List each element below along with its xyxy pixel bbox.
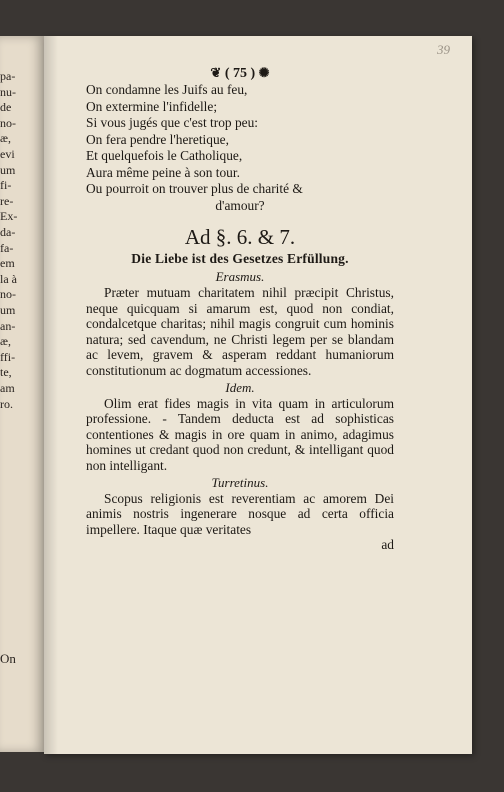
- german-subheading: Die Liebe ist des Gesetzes Erfüllung.: [131, 251, 349, 266]
- verse-line: Et quelquefois le Catholique,: [86, 148, 243, 163]
- author-name: Turretinus.: [211, 474, 269, 490]
- verse-line: Aura même peine à son tour.: [86, 164, 240, 180]
- gutter-shadow: [44, 36, 58, 754]
- left-page-fragment: æ,: [0, 131, 12, 146]
- page-content: [86, 64, 394, 553]
- left-page-fragment: æ,: [0, 334, 12, 349]
- french-verse: [86, 82, 394, 214]
- left-page-fragment: ro.: [0, 396, 13, 411]
- quote-paragraph: [86, 491, 394, 538]
- section-heading: Ad §. 6. & 7.: [184, 225, 296, 249]
- catchword: ad: [381, 537, 394, 553]
- quote-paragraph: [86, 396, 394, 474]
- quote-paragraph: [86, 285, 394, 379]
- running-header: [86, 64, 394, 82]
- left-page-fragment: re-: [0, 193, 14, 208]
- left-page-fragment: no-: [0, 287, 16, 302]
- left-page-fragment: de: [0, 100, 12, 115]
- left-page-fragment: um: [0, 162, 16, 177]
- left-page-fragment: fi-: [0, 178, 12, 193]
- left-page-fragment: fa-: [0, 240, 14, 255]
- quote-text: Olim erat fides magis in vita quam in articulorum professione. - Tandem deducta est ad sophisticas contentiones & magis in ore quam in animo, adagimus homines ut credant quod non credunt, & intelligant quod non intelligant.: [86, 395, 394, 473]
- left-page-fragment: ffi-: [0, 349, 16, 364]
- left-page-fragment: um: [0, 303, 16, 317]
- verse-line: Si vous jugés que c'est trop peu:: [86, 115, 259, 130]
- left-page-fragment: no-: [0, 115, 16, 130]
- left-page-fragment: Ex-: [0, 209, 18, 224]
- quote-text: Scopus religionis est reverentiam ac amorem Dei animis nostris ingenerare nosque ad certa officia impellere. Itaque quæ veritates: [86, 490, 394, 537]
- left-page: [0, 36, 44, 752]
- left-page-fragment: am: [0, 381, 15, 395]
- left-page-fragment: da-: [0, 225, 16, 239]
- left-page-fragment: em: [0, 256, 15, 271]
- ornament-right-icon: ✺: [258, 65, 270, 80]
- pencil-page-number: 39: [437, 42, 450, 57]
- page-number: ( 75 ): [224, 66, 256, 81]
- left-page-fragment: pa-: [0, 69, 16, 83]
- author-name: Idem.: [225, 379, 255, 395]
- left-page-fragment: an-: [0, 318, 16, 333]
- book-page: [44, 36, 472, 754]
- left-page-fragment: te,: [0, 365, 12, 380]
- author-name: Erasmus.: [215, 269, 265, 284]
- verse-line: On condamne les Juifs au feu,: [86, 82, 248, 97]
- ornament-left-icon: ❦: [210, 65, 222, 80]
- verse-line: d'amour?: [215, 197, 265, 213]
- verse-line: On extermine l'infidelle;: [86, 98, 218, 114]
- left-page-fragment: la à: [0, 271, 17, 286]
- verse-line: On fera pendre l'heretique,: [86, 131, 229, 147]
- verse-line: Ou pourroit on trouver plus de charité &: [86, 181, 303, 196]
- quote-text: Præter mutuam charitatem nihil præcipit Christus, neque quicquam si amarum est, quod non condiat, condalcetque charitas; nihil magis congruit cum hominis natura; sed cavendum, ne Christi legem per se blandam ac levem, gravem & asperam reddant humaniorum constitutionum ac dogmatum accessiones.: [86, 285, 394, 378]
- left-page-fragment: nu-: [0, 84, 16, 99]
- left-page-fragment: evi: [0, 147, 15, 161]
- left-page-catchword: On: [0, 651, 16, 666]
